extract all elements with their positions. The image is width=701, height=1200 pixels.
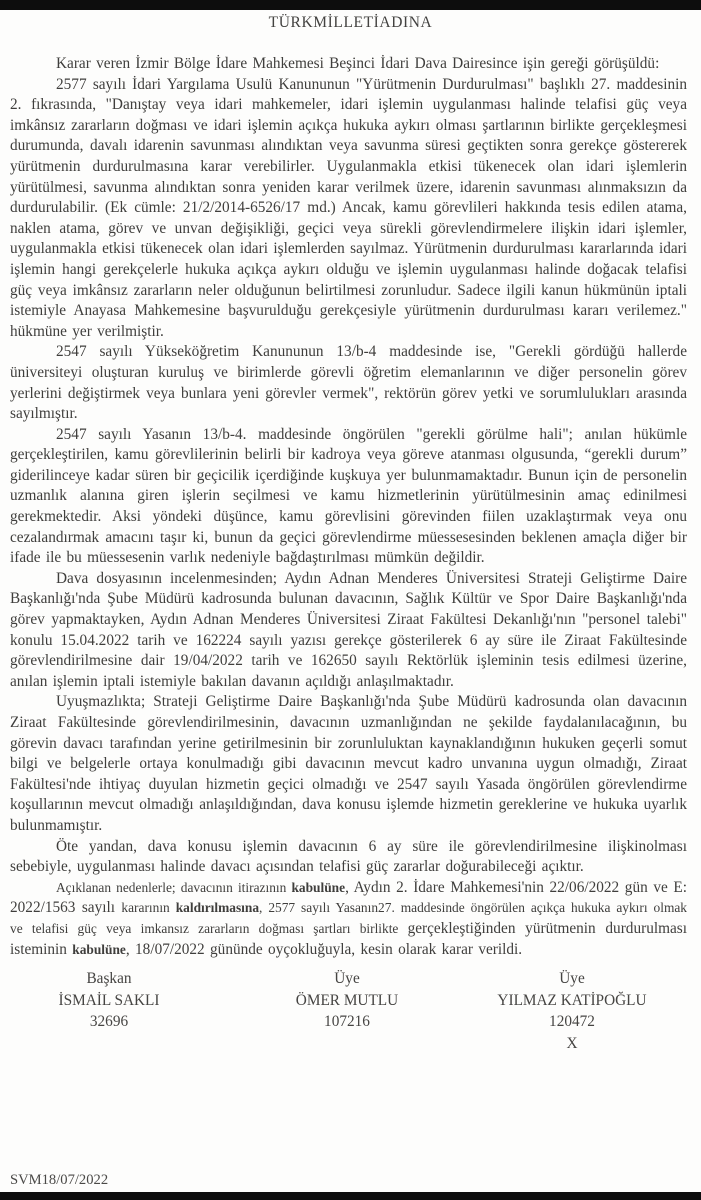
text-segment: Dava dosyasının incelenmesinden; Aydın Adnan Menderes Üniversitesi Strateji Geliştirme Daire Başkanlığı'nda Şube Müdürü kadrosunda bulunan davacının, Sağlık Kültür ve Spor Daire Başkanlığı'nda görev yapmaktayken, Aydın Adnan Menderes Üniversitesi Ziraat Fakültesi Dekanlığı'nın "personel talebi" konulu 15.04.2022 tarih ve 162224 sayılı yazısı gerekçe gösterilerek 6 ay süre ile Ziraat Fakültesinde görevlendirilmesine dair 19/04/2022 tarih ve 162650 sayılı Rektörlük işleminin tesis edilmesi üzerine, anılan işlemin iptali istemiyle bakılan davanın açıldığı anlaşılmaktadır. xyxy=(10,569,687,690)
text-segment: 2547 sayılı Yükseköğretim Kanununun 13/b-4 maddesinde ise, "Gerekli gördüğü hallerde üniversiteyi oluşturan kuruluş ve birimlerde görevli öğretim elemanlarının ve diğer personelin görev yerlerini değiştirmek veya bunlara yeni görevler vermek", rektörün görev yetki ve sorumlulukları arasında sayılmıştır. xyxy=(10,343,687,423)
text-segment: Açıklanan nedenlerle; davacının itirazının xyxy=(56,879,292,895)
text-segment: , 18/07/2022 gününde oyçokluğuyla, kesin olarak karar verildi. xyxy=(125,940,523,958)
signature-block xyxy=(0,968,701,1054)
paragraph xyxy=(10,342,687,424)
paragraph xyxy=(10,54,687,75)
dissent-mark: X xyxy=(566,1034,578,1052)
signature-mark xyxy=(218,1033,476,1055)
text-segment: 2547 sayılı Yasanın 13/b-4. maddesinde öngörülen "gerekli görülme hali"; anılan hükümle gerçekleştirilen, kamu görevlilerinin belirli bir kadroya veya göreve atanması olgusunda, “gerekli durum” giderilinceye kadar süren bir geçicilik içerdiğinde kuşkuya yer bulunmamaktadır. Bunun için de personelin uzmanlık alanına giren işlerin seçilmesi ve kamu hizmetlerinin yürütülmesinin amaç edinilmesi gerekmektedir. Aksi yöndeki düşünce, kamu görevlisini görevinden fiilen uzaklaştırmak veya onu cezalandırmak amacını taşır ki, bunun da geçici görevlendirme müessesesinden beklenen amaçla diğer bir ifade ile bu müessesenin varlık nedeniyle bağdaştırılması mümkün değildir. xyxy=(10,425,687,567)
signature-column-member-1 xyxy=(218,968,476,1054)
paragraph xyxy=(10,425,687,569)
text-segment: Öte yandan, dava konusu işlemin davacının 6 ay süre ile görevlendirilmesine ilişkinolması sebebiyle, uygulanması halinde davacı açısından telafisi güç zararlar doğurabileceği açıktır. xyxy=(10,837,687,876)
text-segment: , 2577 sayılı Yasanın27. maddesinde öngörülen açıkça hukuka aykırı olmak ve telafisi güç veya imkansız zararların doğması şartları birlikte xyxy=(10,900,687,936)
text-segment: , Aydın 2. İdare Mahkemesi'nin 22/06/2022 gün ve E: 2022/1563 sayılı xyxy=(10,878,687,917)
paragraph xyxy=(10,692,687,836)
signature-number: 120472 xyxy=(549,1013,595,1031)
text-segment: kabulüne xyxy=(291,879,346,895)
signature-name: İSMAİL SAKLI xyxy=(58,991,160,1009)
top-black-bar xyxy=(0,0,701,10)
signature-number: 32696 xyxy=(89,1013,129,1031)
paragraph xyxy=(10,837,687,878)
signature-name: ÖMER MUTLU xyxy=(295,991,399,1009)
footer-reference: SVM18/07/2022 xyxy=(10,1172,109,1188)
text-segment: Uyuşmazlıkta; Strateji Geliştirme Daire Başkanlığı'nda Şube Müdürü kadrosunda olan davacının Ziraat Fakültesinde görevlendirilmesinin, davacının uzmanlığından ne şekilde faydalanılacağının, bu görevin davacı tarafından yerine getirilmesinin bir zorunluluktan kaynaklandığının hukuken geçerli somut bilgi ve belgelerle ortaya konulmadığı gibi davacının mevcut kadro unvanına uygun olmadığı, Ziraat Fakültesi'nde ihtiyaç duyulan hizmetin geçici olmadığı ve 2547 sayılı Yasada öngörülen görevlendirme koşullarının mevcut olmadığı anlaşıldığından, dava konusu işlemde hizmetin gereklerine ve hukuka uyarlık bulunmamıştır. xyxy=(10,693,687,834)
signature-number: 107216 xyxy=(324,1013,370,1031)
text-segment: 2577 sayılı İdari Yargılama Usulü Kanununun "Yürütmenin Durdurulması" başlıklı 27. maddesinin 2. fıkrasında, "Danıştay veya idari mahkemeler, idari işlemin uygulanması halinde telafisi güç veya imkânsız zararların doğması ve idari işlemin açıkça hukuka aykırı olması şartlarının birlikte gerçekleşmesi durumunda, davalı idarenin savunması alındıktan veya savunma süresi geçtikten sonra gerekçe göstererek yürütmenin durdurulmasına karar verebilirler. Uygulanmakla etkisi tükenecek olan idari işlemlerin yürütülmesi, savunma alındıktan sonra yeniden karar verilmek üzere, idarenin savunması alınmaksızın da durdurulabilir. (Ek cümle: 21/2/2014-6526/17 md.) Ancak, kamu görevlileri hakkında tesis edilen atama, naklen atama, görev ve unvan değişikliği, geçici veya sürekli görevlendirmelere ilişkin idari işlemler, uygulanmakla etkisi tükenecek olan idari işlemlerden sayılmaz. Yürütmenin durdurulması kararlarında idari işlemin hangi gerekçelerle hukuka açıkça aykırı olduğu ve işlemin uygulanması halinde doğacak telafisi güç veya imkânsız zararların neler olduğunun belirtilmesi zorunludur. Sadece ilgili kanun hükmünün iptali istemiyle Anayasa Mahkemesine başvurulduğu gerekçesiyle yürütmenin durdurulması kararı verilemez." hükmüne yer verilmiştir. xyxy=(10,75,687,340)
paragraph xyxy=(10,878,687,960)
signature-role: Başkan xyxy=(86,970,132,988)
bottom-black-bar xyxy=(0,1192,701,1200)
text-segment: kabulüne xyxy=(72,941,126,957)
signature-name: YILMAZ KATİPOĞLU xyxy=(497,991,647,1009)
paragraph xyxy=(10,569,687,693)
text-segment: kararının xyxy=(121,900,176,916)
text-segment: Karar veren İzmir Bölge İdare Mahkemesi Beşinci İdari Dava Dairesince işin gereği görüşüldü: xyxy=(56,55,660,72)
text-segment: gerçekleştiğinden yürütmenin durdurulması isteminin xyxy=(10,919,687,958)
signature-mark xyxy=(0,1033,218,1055)
paragraph xyxy=(10,75,687,343)
document-title: TÜRKMİLLETİADINA xyxy=(268,14,433,31)
signature-column-president xyxy=(0,968,218,1054)
text-segment: kaldırılmasına xyxy=(175,900,260,916)
signature-role: Üye xyxy=(334,970,360,988)
signature-column-member-2 xyxy=(476,968,668,1054)
decision-body-text xyxy=(10,54,687,960)
signature-role: Üye xyxy=(559,970,585,988)
